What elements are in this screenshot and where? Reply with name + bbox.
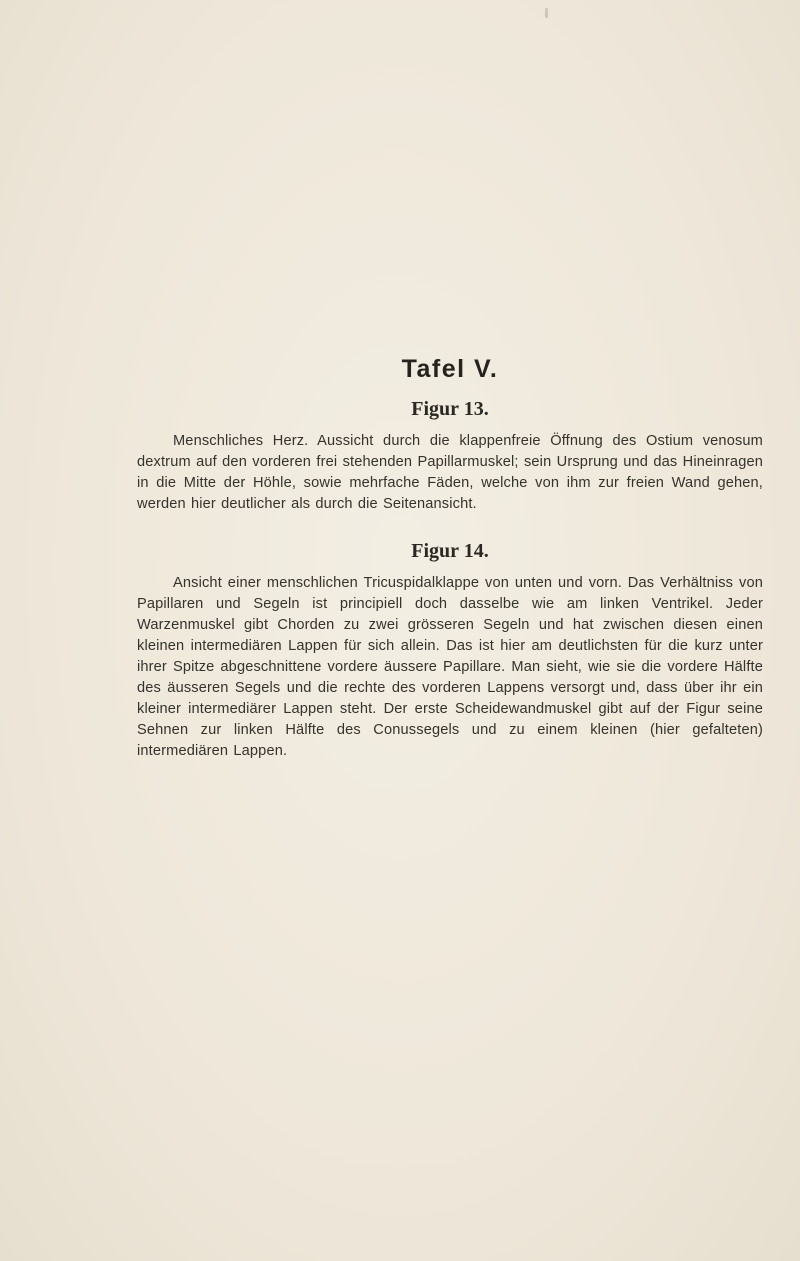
figure-14-section bbox=[137, 540, 763, 762]
page-content bbox=[137, 355, 763, 762]
figure-14-description: Ansicht einer menschlichen Tricuspidalklappe von unten und vorn. Das Verhältniss von Papillaren und Segeln ist principiell doch dasselbe wie am linken Ventrikel. Jeder Warzenmuskel gibt Chorden zu zwei grösseren Segeln und hat zwischen diesen einen kleinen intermediären Lappen für sich allein. Das ist hier am deutlichsten für die kurz unter ihrer Spitze abgeschnittene vordere äussere Papillare. Man sieht, wie sie die vordere Hälfte des äusseren Segels und die rechte des vorderen Lappens versorgt und, dass über ihr ein kleiner intermediärer Lappen steht. Der erste Scheidewandmuskel gibt auf der Figur seine Sehnen zur linken Hälfte des Conussegels und zu einem kleinen (hier gefalteten) intermediären Lappen. bbox=[137, 575, 763, 759]
figure-13-heading: Figur 13. bbox=[411, 398, 489, 420]
section-spacer bbox=[137, 515, 763, 540]
figure-14-heading: Figur 14. bbox=[411, 540, 489, 562]
figure-13-section bbox=[137, 398, 763, 515]
plate-title: Tafel V. bbox=[401, 355, 499, 383]
paper-speck bbox=[545, 8, 548, 18]
figure-13-description: Menschliches Herz. Aussicht durch die klappenfreie Öffnung des Ostium venosum dextrum auf den vorderen frei stehenden Papillarmuskel; sein Ursprung und das Hineinragen in die Mitte der Höhle, sowie mehrfache Fäden, welche von ihm zur freien Wand gehen, werden hier deutlicher als durch die Seitenansicht. bbox=[137, 433, 763, 512]
